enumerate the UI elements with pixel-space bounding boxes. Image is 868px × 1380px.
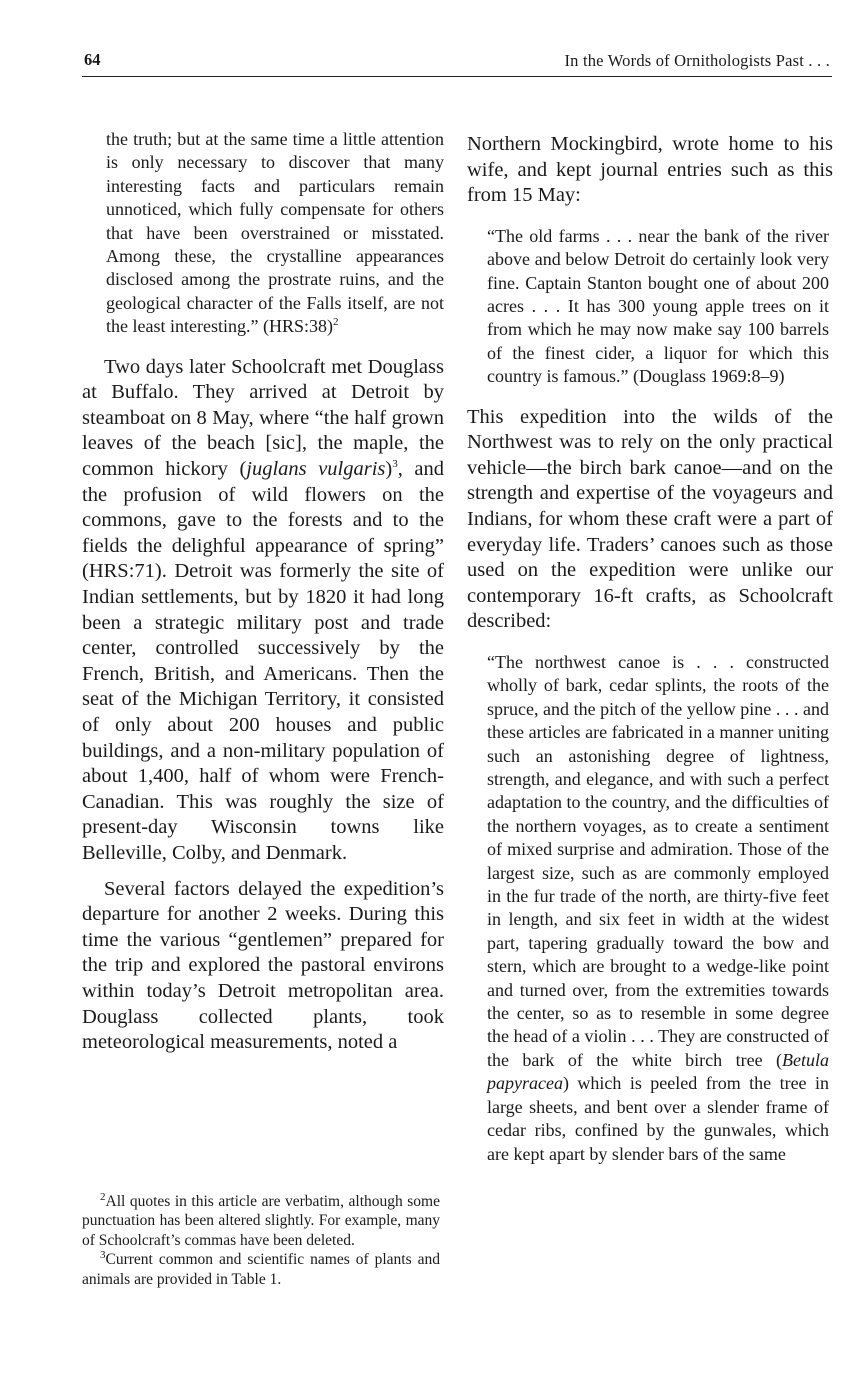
footnote-marker: 2 <box>100 1190 106 1203</box>
footnote-3 <box>82 1250 440 1289</box>
scientific-name: Betula papyracea <box>487 1049 829 1094</box>
block-quote-canoe <box>467 651 833 1166</box>
quote-text: ) which is peeled from the tree in large sheets, and bent over a slender frame of cedar ribs, confined by the gunwales, which are kept apart by slender bars of the same <box>487 1073 829 1164</box>
paragraph-mockingbird: Northern Mockingbird, wrote home to his wife, and kept journal entries such as this from 15 May: <box>467 133 833 207</box>
footnotes <box>82 1192 440 1289</box>
running-header <box>82 46 832 77</box>
footnote-ref-2: 2 <box>332 316 339 329</box>
footnote-text: All quotes in this article are verbatim, although some punctuation has been altered slightly. For example, many of Schoolcraft’s commas have been deleted. <box>82 1193 440 1249</box>
right-column <box>467 132 833 1166</box>
left-column <box>82 128 444 1056</box>
running-title: In the Words of Ornithologists Past . . . <box>564 51 830 70</box>
scientific-name: juglans vulgaris <box>246 458 386 481</box>
paragraph-text: , and the profusion of wild flowers on the commons, gave to the forests and to the fields the delighful appearance of spring” (HRS:71). Detroit was formerly the site of Indian settlements, but by 1820 it had long been a strategic military post and trade center, controlled successively by the French, British, and Americans. Then the seat of the Michigan Territory, it consisted of only about 200 houses and public buildings, and a non-military population of about 1,400, half of whom were French-Canadian. This was roughly the size of present-day Wisconsin towns like Belleville, Colby, and Denmark. <box>82 458 444 864</box>
block-quote-falls <box>82 128 444 339</box>
paragraph-detroit: Two days later Schoolcraft met Douglass at Buffalo. They arrived at Detroit by steamboat on 8 May, where “the half grown leaves of the beach [sic], the maple, the common hickory (juglans vulgaris)$^3$, and the profusion of wild flowers on the commons, gave to the forests and to the fields the delighful appearance of spring” (HRS:71). Detroit was formerly the site of Indian settlements, but by 1820 it had long been a strategic military post and trade center, controlled successively by the French, British, and Americans. Then the seat of the Michigan Territory, it consisted of only about 200 houses and public buildings, and a non-military population of about 1,400, half of whom were French-Canadian. This was roughly the size of present-day Wisconsin towns like Belleville, Colby, and Denmark. <box>82 355 444 864</box>
paragraph-delay: Several factors delayed the expedition’s departure for another 2 weeks. During this time the various “gentlemen” prepared for the trip and explored the pastoral environs within today’s Detroit metropolitan area. Douglass collected plants, took meteorological measurements, noted a <box>82 877 444 1054</box>
block-quote-douglass: “The old farms . . . near the bank of the river above and below Detroit do certainly look very fine. Captain Stanton bought one of about 200 acres . . . It has 300 young apple trees on it from which he may now make say 100 barrels of the finest cider, a liquor for which this country is famous.” (Douglass 1969:8–9) <box>487 225 829 387</box>
footnote-ref-3: 3 <box>392 458 398 471</box>
paragraph-canoe: This expedition into the wilds of the Northwest was to rely on the only practical vehicle—the birch bark canoe—and on the strength and expertise of the voyageurs and Indians, for whom these craft were a part of everyday life. Traders’ canoes such as those used on the expedition were unlike our contemporary 16-ft crafts, as Schoolcraft described: <box>467 405 833 633</box>
paragraph-text: Two days later Schoolcraft met Douglass at Buffalo. They arrived at Detroit by steamboat on 8 May, where “the half grown leaves of the beach [sic], the maple, the common hickory ( <box>82 355 444 481</box>
footnote-text: Current common and scientific names of plants and animals are provided in Table 1. <box>82 1251 440 1288</box>
footnote-2 <box>82 1192 440 1250</box>
page-number: 64 <box>84 50 101 69</box>
quote-text: the truth; but at the same time a little attention is only necessary to discover that many interesting facts and particulars remain unnoticed, which fully compensate for others that have been overstrained or misstated. Among these, the crystalline appearances disclosed among the prostrate ruins, and the geological character of the Falls itself, are not the least interesting.” (HRS:38) <box>106 129 444 337</box>
footnote-marker: 3 <box>100 1249 106 1262</box>
quote-text: “The northwest canoe is . . . constructed wholly of bark, cedar splints, the roots of the spruce, and the pitch of the yellow pine . . . and these articles are fabricated in a manner uniting such an astonishing degree of lightness, strength, and elegance, and with such a perfect adaptation to the country, and the difficulties of the northern voyages, as to create a sentiment of mixed surprise and admiration. Those of the largest size, such as are commonly employed in the fur trade of the north, are thirty-five feet in length, and six feet in width at the widest part, tapering gradually toward the bow and stern, which are brought to a wedge-like point and turned over, from the extremities towards the center, so as to resemble in some degree the head of a violin . . . They are constructed of the bark of the white birch tree ( <box>487 651 829 1070</box>
